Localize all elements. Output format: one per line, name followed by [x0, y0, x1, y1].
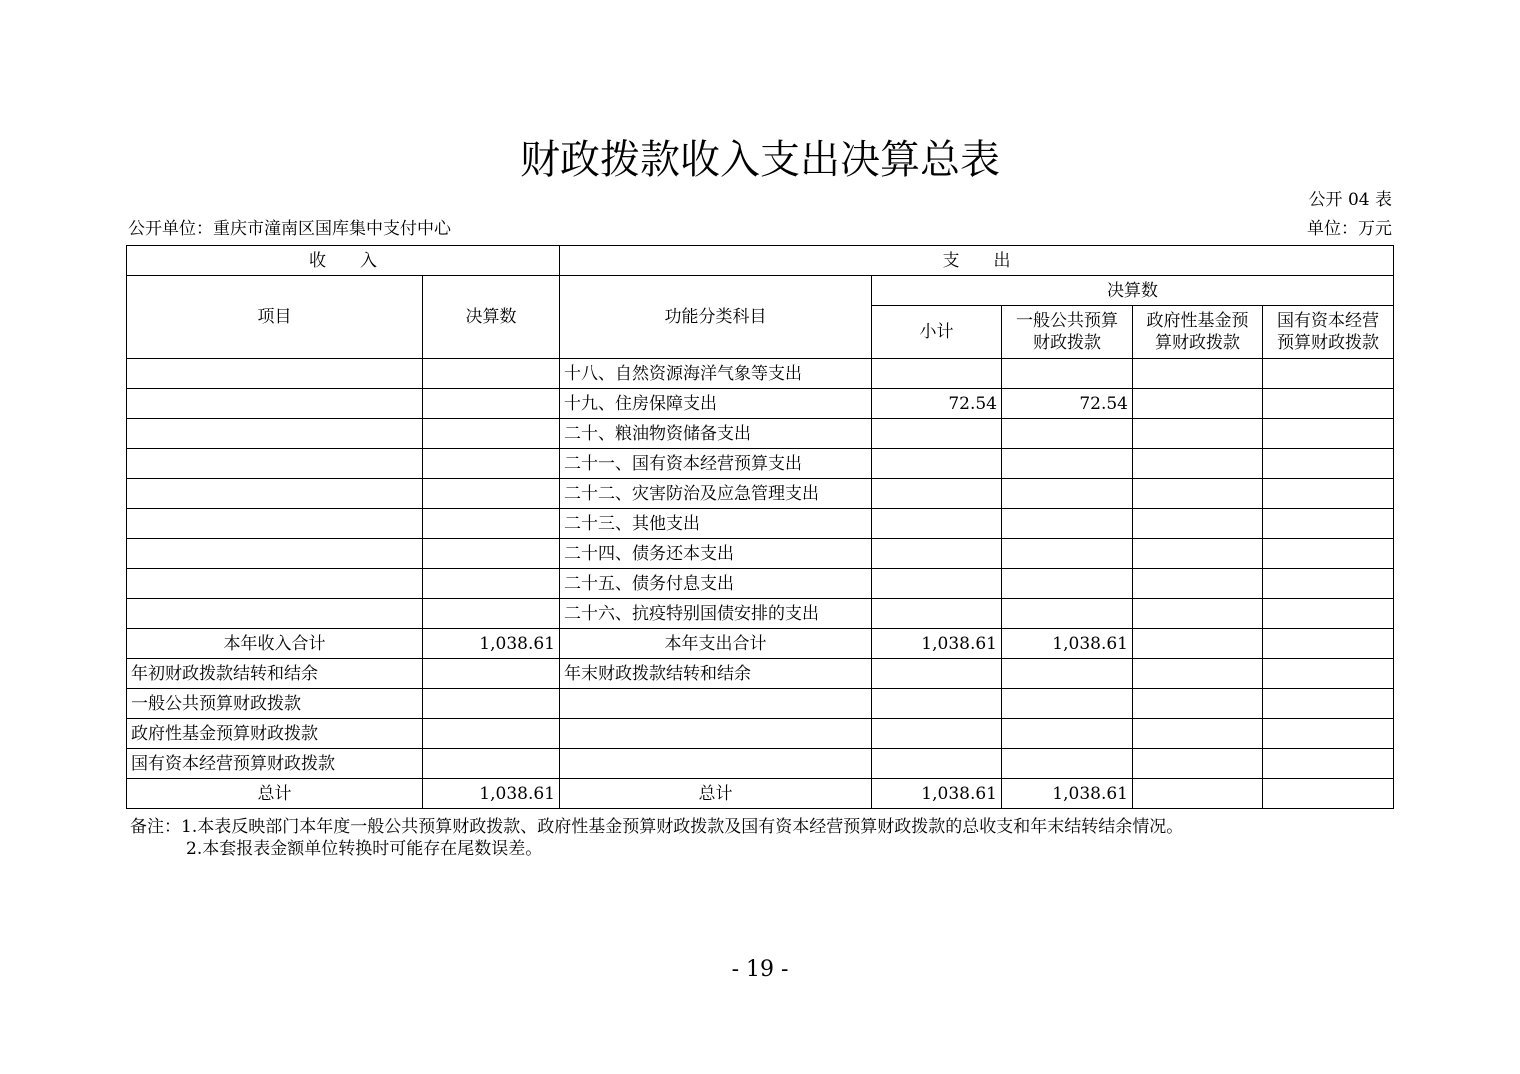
empty-cell — [423, 479, 560, 509]
empty-cell — [127, 479, 423, 509]
carry-row — [127, 659, 1394, 689]
general-header-line2: 财政拨款 — [1033, 333, 1101, 353]
grand-income-label: 总计 — [127, 779, 423, 809]
general-budget-header — [1002, 306, 1133, 359]
final-amount-header: 决算数 — [872, 276, 1394, 306]
notes — [130, 816, 1183, 860]
unit-line — [128, 218, 1392, 242]
note-line-1: 备注：1.本表反映部门本年度一般公共预算财政拨款、政府性基金预算财政拨款及国有资本经营预算财政拨款的总收支和年末结转结余情况。 — [130, 817, 1184, 837]
empty-cell — [1263, 629, 1394, 659]
empty-cell — [1263, 749, 1394, 779]
empty-cell — [1263, 539, 1394, 569]
empty-cell — [127, 509, 423, 539]
expense-header: 支 出 — [560, 246, 1394, 276]
note-line-2: 2.本套报表金额单位转换时可能存在尾数误差。 — [186, 839, 543, 859]
empty-cell — [1133, 449, 1263, 479]
row-general: 72.54 — [1002, 389, 1133, 419]
currency-unit: 单位：万元 — [1307, 219, 1392, 239]
form-number: 公开 04 表 — [1308, 190, 1392, 210]
empty-cell — [872, 659, 1002, 689]
empty-cell — [1263, 779, 1394, 809]
general-header-line1: 一般公共预算 — [1016, 311, 1118, 331]
empty-cell — [1133, 419, 1263, 449]
row-subtotal — [872, 599, 1002, 629]
empty-cell — [127, 569, 423, 599]
row-subtotal — [872, 419, 1002, 449]
empty-cell — [1133, 389, 1263, 419]
empty-cell — [423, 569, 560, 599]
empty-cell — [1263, 599, 1394, 629]
row-subtotal — [872, 509, 1002, 539]
empty-cell — [127, 449, 423, 479]
empty-cell — [127, 419, 423, 449]
empty-cell — [560, 689, 872, 719]
empty-cell — [872, 689, 1002, 719]
end-carry-label: 年末财政拨款结转和结余 — [560, 659, 872, 689]
empty-cell — [1263, 389, 1394, 419]
row-subtotal — [872, 359, 1002, 389]
empty-cell — [423, 749, 560, 779]
empty-cell — [1133, 629, 1263, 659]
row-subtotal: 72.54 — [872, 389, 1002, 419]
function-item-label: 二十二、灾害防治及应急管理支出 — [560, 479, 872, 509]
table-row — [127, 509, 1394, 539]
subtotal-header: 小计 — [872, 306, 1002, 359]
empty-cell — [1263, 659, 1394, 689]
empty-cell — [127, 599, 423, 629]
state-capital-header — [1263, 306, 1394, 359]
empty-cell — [560, 719, 872, 749]
empty-cell — [423, 689, 560, 719]
empty-cell — [1133, 719, 1263, 749]
empty-cell — [1133, 479, 1263, 509]
table-row — [127, 419, 1394, 449]
empty-cell — [1263, 719, 1394, 749]
header-row-1 — [127, 246, 1394, 276]
carry-general-row — [127, 689, 1394, 719]
function-item-label: 十九、住房保障支出 — [560, 389, 872, 419]
empty-cell — [423, 389, 560, 419]
empty-cell — [127, 359, 423, 389]
state-header-line1: 国有资本经营 — [1277, 311, 1380, 331]
row-general — [1002, 509, 1133, 539]
empty-cell — [872, 749, 1002, 779]
empty-cell — [1263, 689, 1394, 719]
empty-cell — [1133, 509, 1263, 539]
carry-state-label: 国有资本经营预算财政拨款 — [127, 749, 423, 779]
expense-total-label: 本年支出合计 — [560, 629, 872, 659]
table-row — [127, 539, 1394, 569]
carry-fund-row — [127, 719, 1394, 749]
row-subtotal — [872, 569, 1002, 599]
amount-header: 决算数 — [423, 276, 560, 359]
row-general — [1002, 569, 1133, 599]
empty-cell — [872, 719, 1002, 749]
income-total-value: 1,038.61 — [423, 629, 560, 659]
empty-cell — [1263, 509, 1394, 539]
function-item-label: 二十、粮油物资储备支出 — [560, 419, 872, 449]
expense-total-general: 1,038.61 — [1002, 629, 1133, 659]
table-row — [127, 569, 1394, 599]
empty-cell — [1263, 419, 1394, 449]
row-general — [1002, 539, 1133, 569]
table-row — [127, 359, 1394, 389]
empty-cell — [423, 449, 560, 479]
fund-header-line2: 算财政拨款 — [1155, 333, 1240, 353]
row-general — [1002, 419, 1133, 449]
row-subtotal — [872, 539, 1002, 569]
grand-expense-general: 1,038.61 — [1002, 779, 1133, 809]
item-header: 项目 — [127, 276, 423, 359]
header-row-2 — [127, 276, 1394, 306]
grand-expense-label: 总计 — [560, 779, 872, 809]
table-row — [127, 599, 1394, 629]
page-number: - 19 - — [731, 957, 789, 982]
function-item-label: 二十三、其他支出 — [560, 509, 872, 539]
empty-cell — [1133, 359, 1263, 389]
expense-total-subtotal: 1,038.61 — [872, 629, 1002, 659]
function-header: 功能分类科目 — [560, 276, 872, 359]
carry-state-row — [127, 749, 1394, 779]
row-subtotal — [872, 479, 1002, 509]
page-title: 财政拨款收入支出决算总表 — [520, 137, 1000, 183]
reporting-unit: 公开单位：重庆市潼南区国库集中支付中心 — [128, 219, 451, 239]
budget-table — [126, 245, 1394, 809]
empty-cell — [1263, 449, 1394, 479]
table-row — [127, 479, 1394, 509]
empty-cell — [1002, 659, 1133, 689]
empty-cell — [423, 599, 560, 629]
empty-cell — [1133, 539, 1263, 569]
row-subtotal — [872, 449, 1002, 479]
grand-income-value: 1,038.61 — [423, 779, 560, 809]
empty-cell — [1133, 569, 1263, 599]
empty-cell — [1002, 749, 1133, 779]
empty-cell — [1002, 689, 1133, 719]
empty-cell — [423, 659, 560, 689]
fund-budget-header — [1133, 306, 1263, 359]
income-header: 收 入 — [127, 246, 560, 276]
state-header-line2: 预算财政拨款 — [1277, 333, 1380, 353]
row-general — [1002, 599, 1133, 629]
empty-cell — [423, 419, 560, 449]
empty-cell — [1263, 569, 1394, 599]
empty-cell — [1133, 599, 1263, 629]
empty-cell — [423, 359, 560, 389]
function-item-label: 十八、自然资源海洋气象等支出 — [560, 359, 872, 389]
empty-cell — [423, 509, 560, 539]
function-item-label: 二十四、债务还本支出 — [560, 539, 872, 569]
grand-total-row — [127, 779, 1394, 809]
fund-header-line1: 政府性基金预 — [1146, 311, 1249, 331]
year-total-row — [127, 629, 1394, 659]
table-row — [127, 449, 1394, 479]
income-total-label: 本年收入合计 — [127, 629, 423, 659]
empty-cell — [1133, 689, 1263, 719]
empty-cell — [127, 389, 423, 419]
empty-cell — [423, 719, 560, 749]
empty-cell — [423, 539, 560, 569]
function-item-label: 二十一、国有资本经营预算支出 — [560, 449, 872, 479]
empty-cell — [1263, 359, 1394, 389]
empty-cell — [560, 749, 872, 779]
carry-fund-label: 政府性基金预算财政拨款 — [127, 719, 423, 749]
empty-cell — [127, 539, 423, 569]
empty-cell — [1133, 779, 1263, 809]
empty-cell — [1263, 479, 1394, 509]
function-item-label: 二十五、债务付息支出 — [560, 569, 872, 599]
empty-cell — [1133, 749, 1263, 779]
carry-general-label: 一般公共预算财政拨款 — [127, 689, 423, 719]
function-item-label: 二十六、抗疫特别国债安排的支出 — [560, 599, 872, 629]
row-general — [1002, 359, 1133, 389]
row-general — [1002, 479, 1133, 509]
table-row — [127, 389, 1394, 419]
row-general — [1002, 449, 1133, 479]
begin-carry-label: 年初财政拨款结转和结余 — [127, 659, 423, 689]
grand-expense-subtotal: 1,038.61 — [872, 779, 1002, 809]
empty-cell — [1133, 659, 1263, 689]
empty-cell — [1002, 719, 1133, 749]
